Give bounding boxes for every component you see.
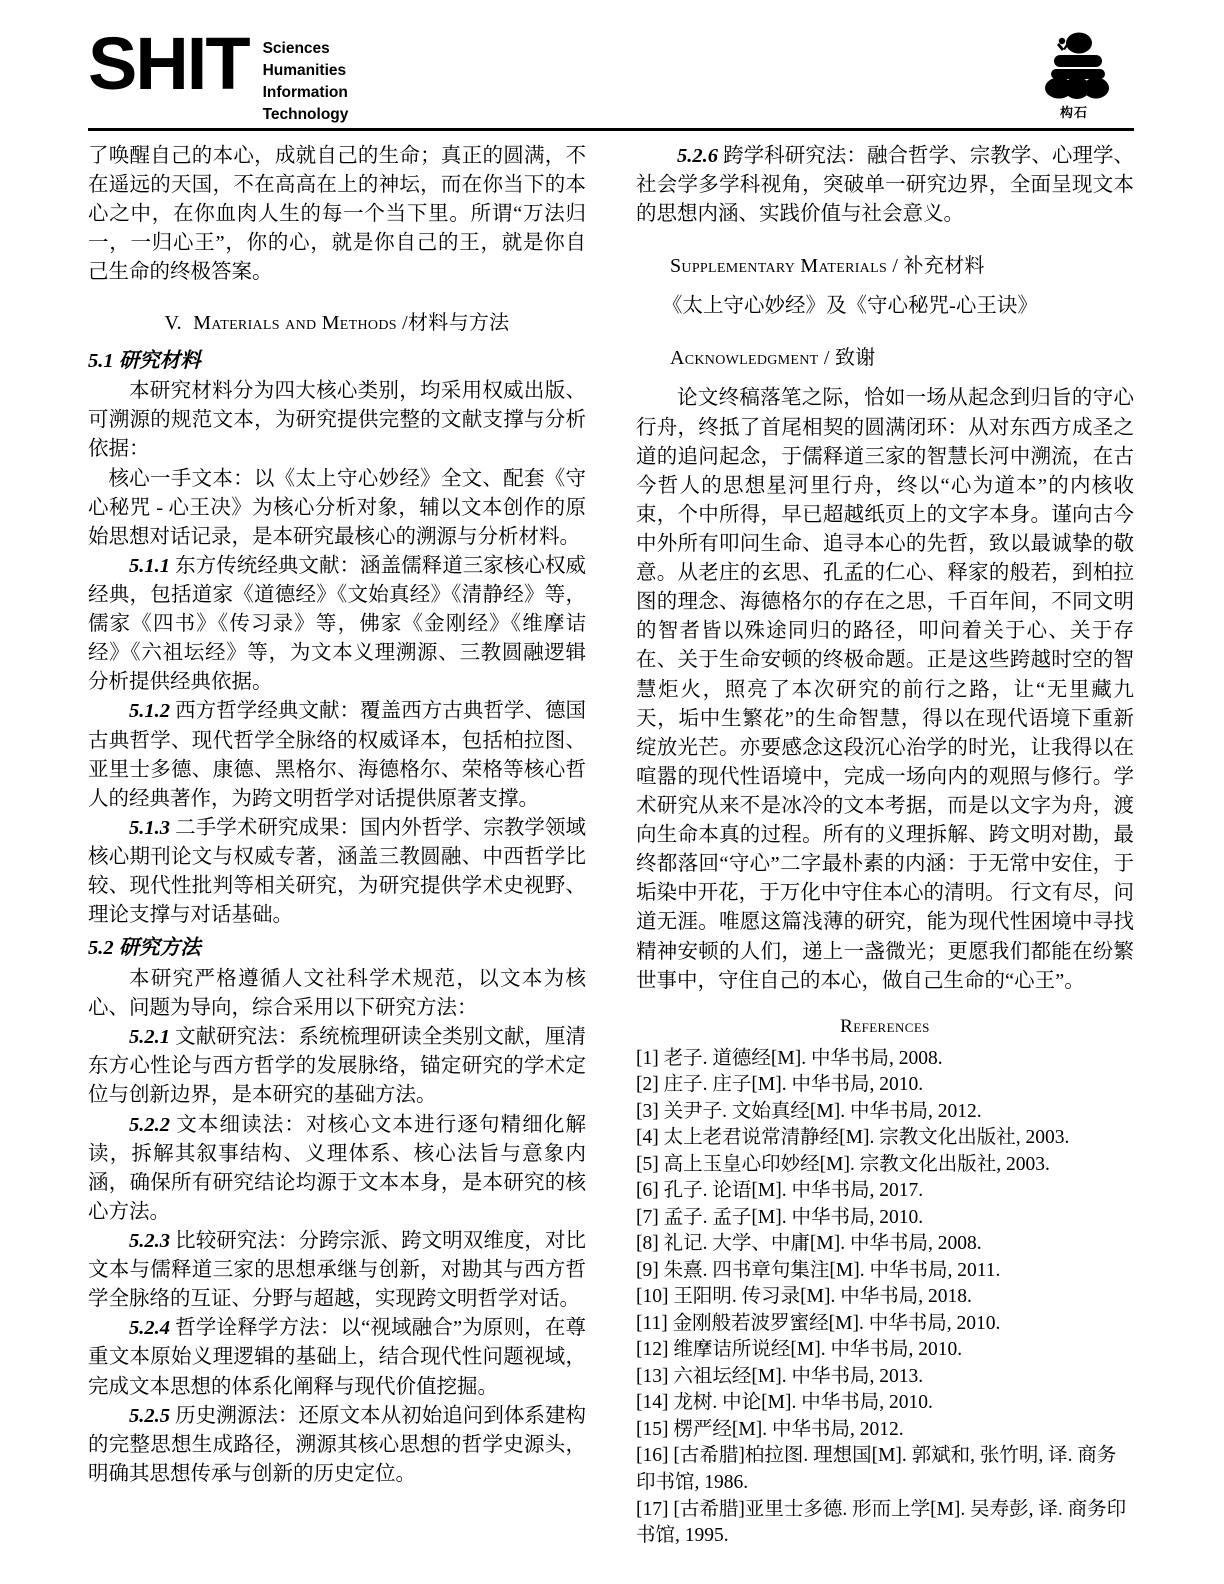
- text-5-2-3: 比较研究法：分跨宗派、跨文明双维度，对比文本与儒释道三家的思想承继与创新，对勘其与西方哲学全脉络的互证、分野与超越，实现跨文明哲学对话。: [88, 1229, 586, 1311]
- text-5-2-2: 文本细读法：对核心文本进行逐句精细化解读，拆解其叙事结构、义理体系、核心法旨与意象内涵，确保所有研究结论均源于文本本身，是本研究的核心方法。: [88, 1113, 586, 1223]
- label-5-2-6: 5.2.6: [677, 145, 718, 167]
- stacked-stones-icon: [1031, 30, 1117, 100]
- reference-item: [3] 关尹子. 文始真经[M]. 中华书局, 2012.: [636, 1100, 982, 1122]
- paragraph-5-2-1: [88, 1023, 586, 1110]
- paragraph-5-1-primary-text: 核心一手文本：以《太上守心妙经》全文、配套《守心秘咒 - 心王决》为核心分析对象，辅以文本创作的原始思想对话记录，是本研究最核心的溯源与分析材料。: [88, 467, 586, 548]
- body-columns: [88, 142, 1134, 1562]
- acknowledgment-text: 论文终稿落笔之际，恰如一场从起念到归旨的守心行舟，终抵了首尾相契的圆满闭环：从对东西方成圣之道的追问起念，于儒释道三家的智慧长河中溯流，在古今哲人的思想星河里行舟，终以“心为道本”的内核收束，个中所得，早已超越纸页上的文字本身。谨向古今中外所有叩问生命、追寻本心的先哲，致以最诚挚的敬意。从老庄的玄思、孔孟的仁心、释家的般若，到柏拉图的理念、海德格尔的存在之思，千百年间，不同文明的智者皆以殊途同归的路径，叩问着关于心、关于存在、关于生命安顿的终极命题。正是这些跨越时空的智慧炬火，照亮了本次研究的前行之路，让“无里藏九天，垢中生繁花”的生命智慧，得以在现代语境下重新绽放光芒。亦要感念这段沉心治学的时光，让我得以在喧嚣的现代性语境中，完成一场向内的观照与修行。学术研究从来不是冰冷的文本考据，而是以文字为舟，渡向生命本真的过程。所有的义理拆解、跨文明对勘，最终都落回“守心”二字最朴素的内涵：于无常中安住，于垢染中开花，于万化中守住本心的清明。 行文有尽，问道无涯。唯愿这篇浅薄的研究，能为现代性困境中寻找精神安顿的人们，递上一盏微光；更愿我们都能在纷繁世事中，守住自己的本心，做自己生命的“心王”。: [636, 387, 1134, 992]
- section-numeral: V.: [164, 311, 182, 334]
- reference-item: [1] 老子. 道德经[M]. 中华书局, 2008.: [636, 1047, 943, 1069]
- paragraph-5-1-1: [88, 552, 586, 698]
- reference-item: [6] 孔子. 论语[M]. 中华书局, 2017.: [636, 1180, 924, 1202]
- reference-item: [17] [古希腊]亚里士多德. 形而上学[M]. 吴寿彭, 译. 商务印书馆, 1995.: [636, 1498, 1127, 1547]
- text-5-1-2: 西方哲学经典文献：覆盖西方古典哲学、德国古典哲学、现代哲学全脉络的权威译本，包括柏拉图、亚里士多德、康德、黑格尔、海德格尔、荣格等核心哲人的经典著作，为跨文明哲学对话提供原著支撑。: [88, 700, 586, 810]
- masthead-divider: [88, 128, 1134, 131]
- supplementary-content: 《太上守心妙经》及《守心秘咒-心王诀》: [662, 295, 1038, 318]
- left-column: [88, 142, 586, 1562]
- masthead: [88, 22, 1134, 124]
- text-5-2-5: 历史溯源法：还原文本从初始追问到体系建构的完整思想生成路径，溯源其核心思想的哲学史源头，明确其思想传承与创新的历史定位。: [88, 1404, 586, 1485]
- acknowledgment-heading-cn: / 致谢: [818, 347, 876, 370]
- paragraph-5-1-2: [88, 697, 586, 813]
- supplementary-heading-en: Supplementary Materials: [670, 255, 888, 278]
- label-5-2-3: 5.2.3: [129, 1229, 170, 1252]
- paragraph-5-2-4: [88, 1314, 586, 1401]
- paragraph-5-2-3: [88, 1227, 586, 1314]
- reference-item: [2] 庄子. 庄子[M]. 中华书局, 2010.: [636, 1074, 924, 1096]
- journal-logo: [88, 22, 349, 126]
- paragraph-5-2-intro: 本研究严格遵循人文社科学术规范，以文本为核心、问题为导向，综合采用以下研究方法：: [88, 968, 586, 1020]
- reference-item: [11] 金刚般若波罗蜜经[M]. 中华书局, 2010.: [636, 1312, 1001, 1334]
- right-column: [636, 142, 1134, 1562]
- reference-item: [7] 孟子. 孟子[M]. 中华书局, 2010.: [636, 1206, 924, 1228]
- heading-references: References: [840, 1015, 930, 1037]
- acknowledgment-heading-en: Acknowledgment: [670, 347, 819, 370]
- logo-wordmark: SHIT: [88, 22, 249, 105]
- logo-subtitle-line-2: Humanities: [262, 62, 347, 79]
- section-heading-materials-and-methods: [88, 306, 586, 335]
- label-5-1-3: 5.1.3: [129, 816, 170, 839]
- section-title-cn: /材料与方法: [402, 311, 510, 334]
- paragraph-5-1-intro: 本研究材料分为四大核心类别，均采用权威出版、可溯源的规范文本，为研究提供完整的文献支撑与分析依据：: [88, 380, 586, 461]
- label-5-2-5: 5.2.5: [129, 1404, 170, 1427]
- label-5-2-1: 5.2.1: [129, 1026, 170, 1049]
- subsection-heading-5-1: 5.1 研究材料: [88, 349, 201, 372]
- paragraph-5-2-2: [88, 1111, 586, 1227]
- reference-item: [12] 维摩诘所说经[M]. 中华书局, 2010.: [636, 1339, 963, 1361]
- reference-item: [16] [古希腊]柏拉图. 理想国[M]. 郭斌和, 张竹明, 译. 商务印书馆, 1986.: [636, 1445, 1117, 1493]
- text-5-2-6: 跨学科研究法：融合哲学、宗教学、心理学、社会学多学科视角，突破单一研究边界，全面呈现文本的思想内涵、实践价值与社会意义。: [636, 145, 1134, 226]
- publisher-label: 构石: [1059, 105, 1088, 120]
- reference-item: [5] 高上玉皇心印妙经[M]. 宗教文化出版社, 2003.: [636, 1153, 1050, 1175]
- continued-paragraph: 了唤醒自己的本心，成就自己的生命；真正的圆满，不在遥远的天国，不在高高在上的神坛，而在你当下的本心之中，在你血肉人生的每一个当下里。所谓“万法归一，一归心王”，你的心，就是你自己的王，就是你自己生命的终极答案。: [88, 145, 586, 284]
- reference-item: [15] 楞严经[M]. 中华书局, 2012.: [636, 1418, 904, 1440]
- logo-subtitle-line-4: Technology: [262, 106, 349, 123]
- label-5-1-1: 5.1.1: [129, 554, 170, 577]
- reference-item: [14] 龙树. 中论[M]. 中华书局, 2010.: [636, 1392, 933, 1414]
- section-title-en: Materials and Methods: [193, 311, 397, 334]
- logo-subtitle-line-1: Sciences: [262, 40, 330, 57]
- label-5-1-2: 5.1.2: [129, 700, 170, 723]
- text-5-1-1: 东方传统经典文献：涵盖儒释道三家核心权威经典，包括道家《道德经》《文始真经》《清静经》等，儒家《四书》《传习录》等，佛家《金刚经》《维摩诘经》《六祖坛经》等，为文本义理溯源、三教圆融逻辑分析提供经典依据。: [88, 554, 586, 694]
- reference-item: [13] 六祖坛经[M]. 中华书局, 2013.: [636, 1365, 924, 1387]
- text-5-2-1: 文献研究法：系统梳理研读全类别文献，厘清东方心性论与西方哲学的发展脉络，锚定研究的学术定位与创新边界，是本研究的基础方法。: [88, 1026, 586, 1107]
- reference-item: [9] 朱熹. 四书章句集注[M]. 中华书局, 2011.: [636, 1259, 1001, 1281]
- supplementary-heading-cn: / 补充材料: [887, 255, 985, 278]
- paragraph-5-1-3: [88, 814, 586, 930]
- reference-item: [4] 太上老君说常清静经[M]. 宗教文化出版社, 2003.: [636, 1127, 1070, 1149]
- subsection-heading-5-2: 5.2 研究方法: [88, 937, 201, 960]
- reference-item: [10] 王阳明. 传习录[M]. 中华书局, 2018.: [636, 1286, 972, 1308]
- label-5-2-2: 5.2.2: [129, 1113, 170, 1136]
- logo-subtitle-lines: [263, 28, 349, 126]
- reference-item: [8] 礼记. 大学、中庸[M]. 中华书局, 2008.: [636, 1233, 982, 1255]
- heading-acknowledgment: [636, 341, 1134, 370]
- references-list: [636, 1046, 1134, 1550]
- label-5-2-4: 5.2.4: [129, 1317, 170, 1340]
- text-5-1-3: 二手学术研究成果：国内外哲学、宗教学领域核心期刊论文与权威专著，涵盖三教圆融、中西哲学比较、现代性批判等相关研究，为研究提供学术史视野、理论支撑与对话基础。: [88, 816, 586, 927]
- publisher-mark: [1014, 30, 1134, 121]
- paragraph-5-2-6: [636, 142, 1134, 229]
- heading-supplementary-materials: [636, 249, 1134, 278]
- text-5-2-4: 哲学诠释学方法：以“视域融合”为原则，在尊重文本原始义理逻辑的基础上，结合现代性问题视域，完成文本思想的体系化阐释与现代价值挖掘。: [88, 1317, 586, 1398]
- paragraph-5-2-5: [88, 1402, 586, 1489]
- logo-subtitle-line-3: Information: [262, 84, 348, 101]
